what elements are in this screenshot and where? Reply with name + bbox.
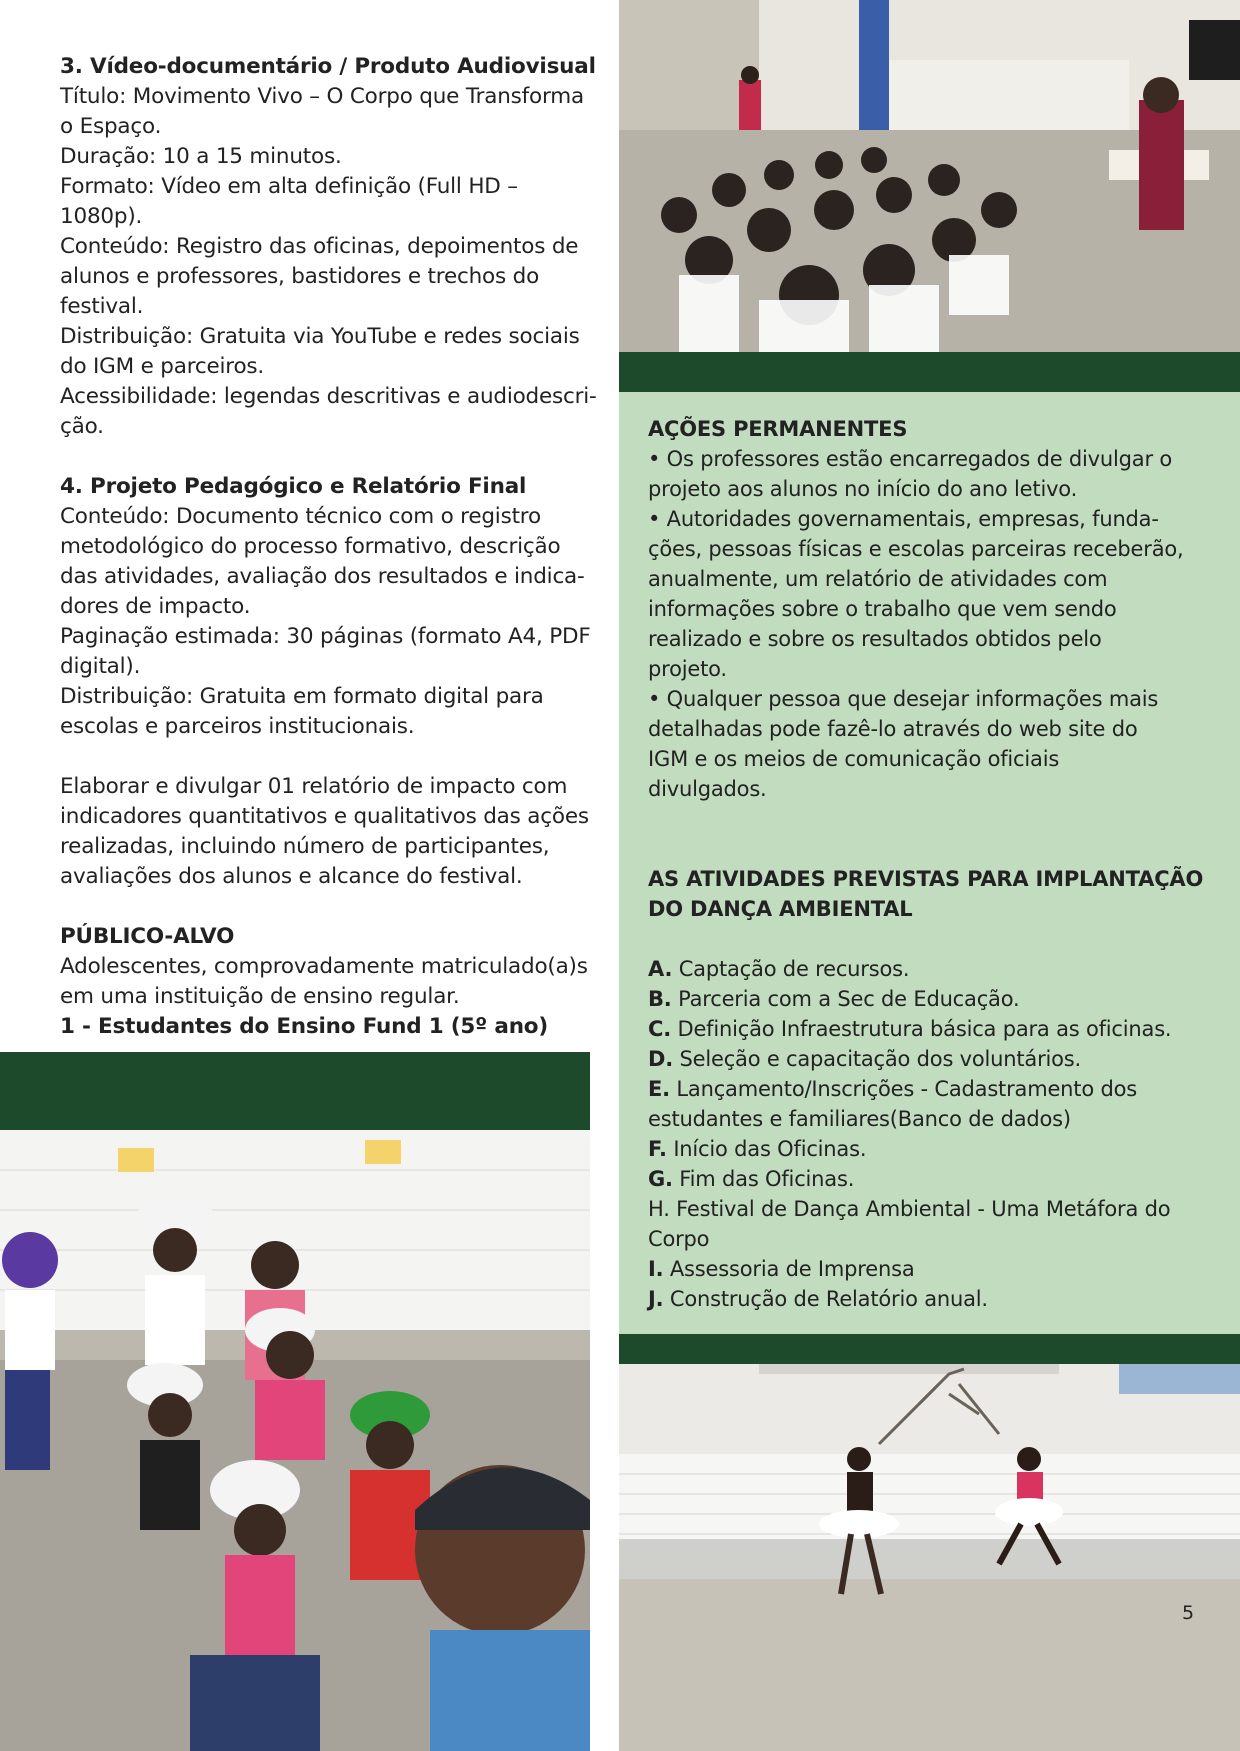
activity-letter: B.: [648, 987, 672, 1011]
permanent-line: detalhadas pode fazê-lo através do web site do: [648, 717, 1138, 741]
report-line: digital).: [60, 654, 141, 679]
activity-text: Fim das Oficinas.: [672, 1167, 855, 1191]
video-line: alunos e professores, bastidores e trechos do: [60, 264, 540, 289]
audience-line: Adolescentes, comprovadamente matriculado(a)s: [60, 954, 588, 979]
video-heading: 3. Vídeo-documentário / Produto Audiovisual: [60, 54, 596, 79]
report-heading: 4. Projeto Pedagógico e Relatório Final: [60, 474, 527, 499]
permanent-line: • Autoridades governamentais, empresas, funda-: [648, 507, 1159, 531]
activity-letter: C.: [648, 1017, 671, 1041]
video-line: Conteúdo: Registro das oficinas, depoimentos de: [60, 234, 579, 259]
impact-line: indicadores quantitativos e qualitativos das ações: [60, 804, 589, 829]
activity-text: H. Festival de Dança Ambiental - Uma Metáfora do: [648, 1197, 1171, 1221]
permanent-line: anualmente, um relatório de atividades com: [648, 567, 1108, 591]
activity-item: [648, 984, 1208, 1014]
panel-text: [648, 414, 1208, 1314]
activity-text: Seleção e capacitação dos voluntários.: [673, 1047, 1082, 1071]
activity-letter: D.: [648, 1047, 674, 1071]
photo-seated-students: [619, 0, 1240, 352]
activity-item: [648, 1164, 1208, 1194]
activity-item: [648, 1134, 1208, 1164]
activity-letter: I.: [648, 1257, 664, 1281]
report-line: Distribuição: Gratuita em formato digital para: [60, 684, 544, 709]
activity-item: [648, 1224, 1208, 1254]
video-line: Título: Movimento Vivo – O Corpo que Transforma: [60, 84, 584, 109]
activity-item: [648, 1044, 1208, 1074]
activity-item: [648, 1284, 1208, 1314]
activity-letter: E.: [648, 1077, 670, 1101]
activity-text: Assessoria de Imprensa: [663, 1257, 915, 1281]
video-line: ção.: [60, 414, 104, 439]
activity-item: [648, 954, 1208, 984]
impact-line: realizadas, incluindo número de participantes,: [60, 834, 550, 859]
video-line: do IGM e parceiros.: [60, 354, 265, 379]
activity-text: estudantes e familiares(Banco de dados): [648, 1107, 1071, 1131]
activity-letter: F.: [648, 1137, 667, 1161]
permanent-line: divulgados.: [648, 777, 767, 801]
video-line: Distribuição: Gratuita via YouTube e redes sociais: [60, 324, 580, 349]
left-column: [60, 52, 600, 1042]
audience-heading: PÚBLICO-ALVO: [60, 924, 235, 949]
permanent-heading: AÇÕES PERMANENTES: [648, 417, 908, 441]
report-line: Paginação estimada: 30 páginas (formato A4, PDF: [60, 624, 591, 649]
report-line: Conteúdo: Documento técnico com o registro: [60, 504, 541, 529]
permanent-line: projeto.: [648, 657, 727, 681]
impact-line: Elaborar e divulgar 01 relatório de impacto com: [60, 774, 568, 799]
activity-item: [648, 1074, 1208, 1104]
green-bar-bottom-left: [0, 1052, 590, 1130]
activity-text: Construção de Relatório anual.: [663, 1287, 988, 1311]
green-bar-top-right: [619, 352, 1240, 392]
activity-text: Parceria com a Sec de Educação.: [671, 987, 1020, 1011]
activity-item: [648, 1254, 1208, 1284]
activity-text: Corpo: [648, 1227, 710, 1251]
activity-item: [648, 1194, 1208, 1224]
report-line: dores de impacto.: [60, 594, 251, 619]
video-line: Duração: 10 a 15 minutos.: [60, 144, 342, 169]
activity-text: Captação de recursos.: [672, 957, 910, 981]
page-number: 5: [1182, 1602, 1195, 1624]
activity-letter: G.: [648, 1167, 673, 1191]
activities-heading: AS ATIVIDADES PREVISTAS PARA IMPLANTAÇÃO: [648, 867, 1204, 891]
video-line: festival.: [60, 294, 144, 319]
video-line: Formato: Vídeo em alta definição (Full HD – 1080p).: [60, 174, 518, 229]
permanent-line: IGM e os meios de comunicação oficiais: [648, 747, 1060, 771]
activities-heading: DO DANÇA AMBIENTAL: [648, 897, 913, 921]
impact-line: avaliações dos alunos e alcance do festival.: [60, 864, 523, 889]
activity-text: Lançamento/Inscrições - Cadastramento dos: [669, 1077, 1137, 1101]
activity-letter: J.: [648, 1287, 664, 1311]
video-line: o Espaço.: [60, 114, 162, 139]
permanent-line: • Os professores estão encarregados de divulgar o: [648, 447, 1173, 471]
audience-target: 1 - Estudantes do Ensino Fund 1 (5º ano): [60, 1014, 548, 1039]
permanent-line: • Qualquer pessoa que desejar informações mais: [648, 687, 1159, 711]
activity-item: [648, 1104, 1208, 1134]
permanent-line: projeto aos alunos no início do ano letivo.: [648, 477, 1078, 501]
permanent-line: realizado e sobre os resultados obtidos pelo: [648, 627, 1102, 651]
activity-item: [648, 1014, 1208, 1044]
video-line: Acessibilidade: legendas descritivas e audiodescri-: [60, 384, 597, 409]
activity-letter: A.: [648, 957, 673, 981]
permanent-line: informações sobre o trabalho que vem sendo: [648, 597, 1117, 621]
activity-text: Início das Oficinas.: [666, 1137, 867, 1161]
report-line: escolas e parceiros institucionais.: [60, 714, 415, 739]
report-line: metodológico do processo formativo, descrição: [60, 534, 561, 559]
report-line: das atividades, avaliação dos resultados e indica-: [60, 564, 585, 589]
permanent-line: ções, pessoas físicas e escolas parceiras receberão,: [648, 537, 1184, 561]
audience-line: em uma instituição de ensino regular.: [60, 984, 460, 1009]
photo-dancers: [619, 1364, 1240, 1751]
photo-costumed-children: [0, 1130, 590, 1751]
activity-text: Definição Infraestrutura básica para as oficinas.: [671, 1017, 1172, 1041]
green-bar-bottom-right: [619, 1334, 1240, 1364]
